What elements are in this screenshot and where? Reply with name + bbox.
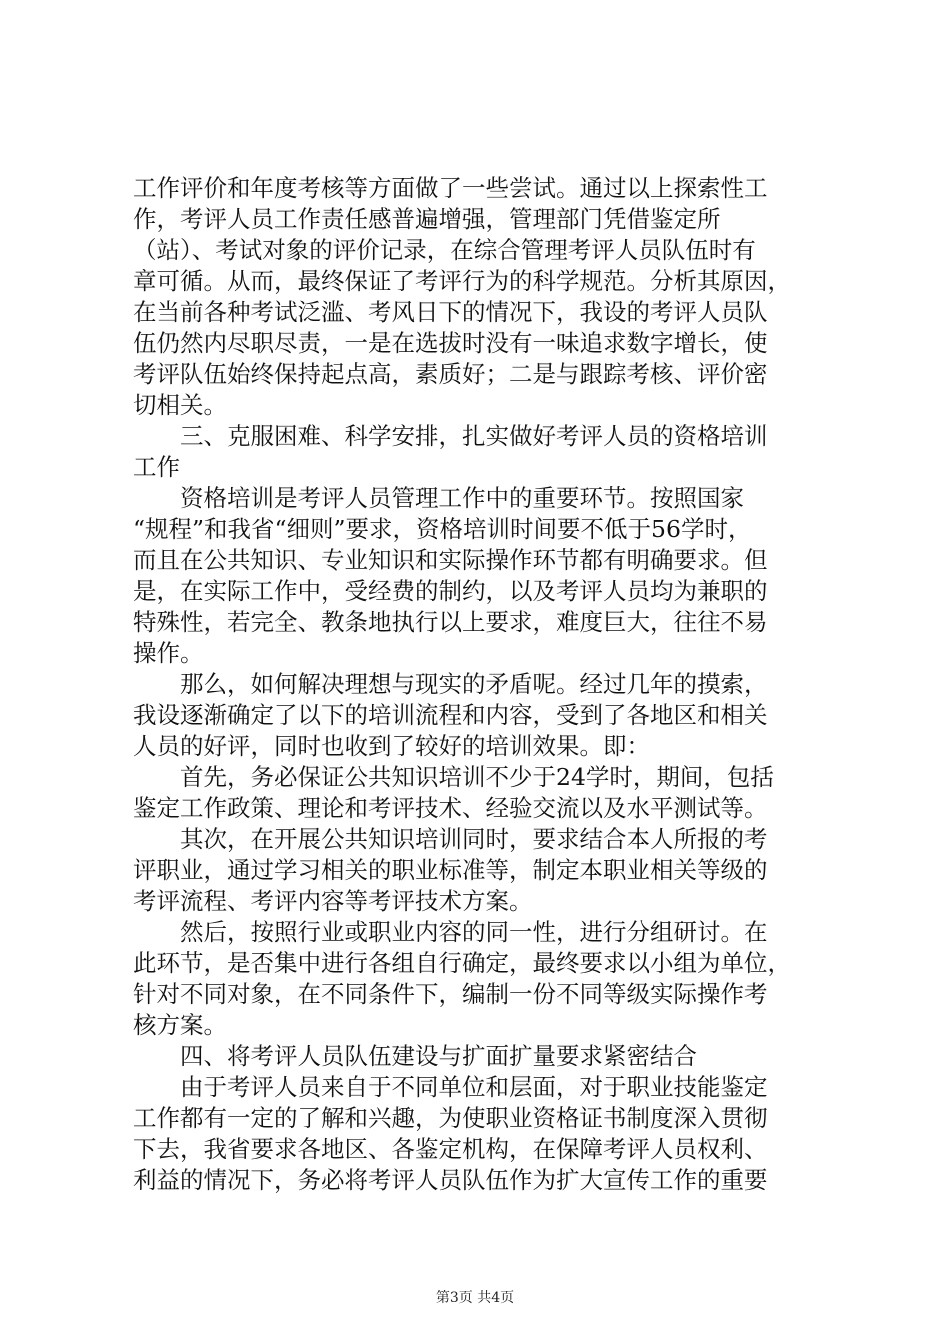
body-text-line: 那么，如何解决理想与现实的矛盾呢。经过几年的摸索， xyxy=(133,670,768,698)
body-text-line: 我设逐渐确定了以下的培训流程和内容，受到了各地区和相关 xyxy=(133,701,768,729)
body-text-line: 鉴定工作政策、理论和考评技术、经验交流以及水平测试等。 xyxy=(133,794,768,822)
body-text-line: 作，考评人员工作责任感普遍增强，管理部门凭借鉴定所 xyxy=(133,205,721,233)
body-text-line: 伍仍然内尽职尽责，一是在选拔时没有一味追求数字增长，使 xyxy=(133,329,768,357)
body-text-line: 切相关。 xyxy=(133,391,227,419)
body-text-line: 其次，在开展公共知识培训同时，要求结合本人所报的考 xyxy=(133,825,768,853)
section-heading-line: 工作 xyxy=(133,453,180,481)
body-text-line: 在当前各种考试泛滥、考风日下的情况下，我设的考评人员队 xyxy=(133,298,768,326)
body-text-line: 考评队伍始终保持起点高，素质好；二是与跟踪考核、评价密 xyxy=(133,360,768,388)
body-text-line: （站）、考试对象的评价记录，在综合管理考评人员队伍时有 xyxy=(133,236,756,264)
body-text-line: 章可循。从而，最终保证了考评行为的科学规范。分析其原因， xyxy=(133,267,791,295)
body-text-line: 人员的好评，同时也收到了较好的培训效果。即： xyxy=(133,732,650,760)
body-text-line: 然后，按照行业或职业内容的同一性，进行分组研讨。在 xyxy=(133,918,768,946)
body-text-line: 工作评价和年度考核等方面做了一些尝试。通过以上探索性工 xyxy=(133,174,768,202)
section-heading-line: 四、将考评人员队伍建设与扩面扩量要求紧密结合 xyxy=(133,1042,697,1070)
body-text-line: 首先，务必保证公共知识培训不少于24学时，期间，包括 xyxy=(133,763,774,791)
body-text-line: 利益的情况下，务必将考评人员队伍作为扩大宣传工作的重要 xyxy=(133,1166,768,1194)
body-text-line: 是，在实际工作中，受经费的制约，以及考评人员均为兼职的 xyxy=(133,577,768,605)
body-text-line: “规程”和我省“细则”要求，资格培训时间要不低于56学时， xyxy=(133,515,752,543)
body-text-line: 操作。 xyxy=(133,639,204,667)
body-text-line: 考评流程、考评内容等考评技术方案。 xyxy=(133,887,533,915)
section-heading-line: 三、克服困难、科学安排，扎实做好考评人员的资格培训 xyxy=(133,422,768,450)
body-text-line: 下去，我省要求各地区、各鉴定机构，在保障考评人员权利、 xyxy=(133,1135,768,1163)
body-text-line: 评职业，通过学习相关的职业标准等，制定本职业相关等级的 xyxy=(133,856,768,884)
body-text-line: 由于考评人员来自于不同单位和层面，对于职业技能鉴定 xyxy=(133,1073,768,1101)
body-text-line: 此环节，是否集中进行各组自行确定，最终要求以小组为单位， xyxy=(133,949,791,977)
body-text-line: 核方案。 xyxy=(133,1011,227,1039)
page-footer: 第3页 共4页 xyxy=(435,1290,515,1306)
body-text-line: 资格培训是考评人员管理工作中的重要环节。按照国家 xyxy=(133,484,744,512)
body-text-line: 工作都有一定的了解和兴趣，为使职业资格证书制度深入贯彻 xyxy=(133,1104,768,1132)
body-text-line: 而且在公共知识、专业知识和实际操作环节都有明确要求。但 xyxy=(133,546,768,574)
body-text-line: 特殊性，若完全、教条地执行以上要求，难度巨大，往往不易 xyxy=(133,608,768,636)
body-text-line: 针对不同对象，在不同条件下，编制一份不同等级实际操作考 xyxy=(133,980,768,1008)
